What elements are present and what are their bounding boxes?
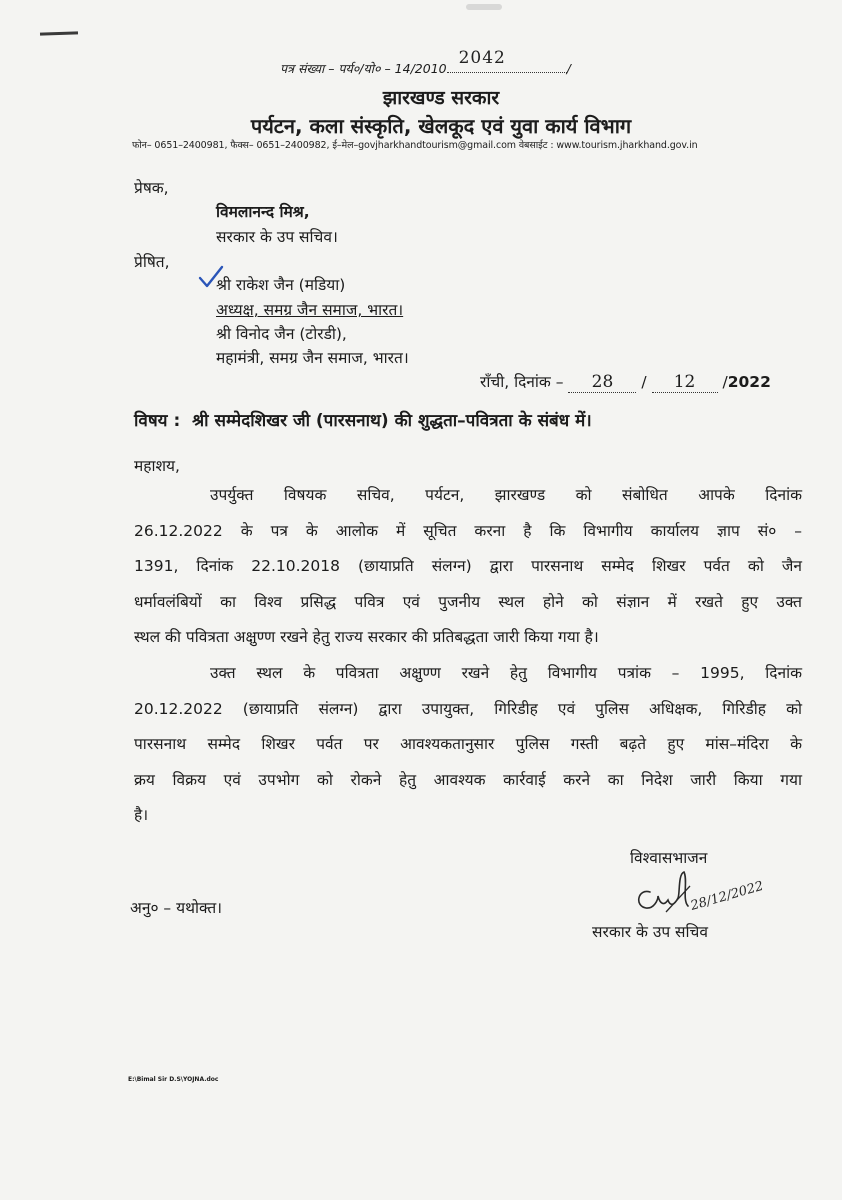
signature-date: 28/12/2022 [688, 878, 766, 914]
contact-details: फोन– 0651–2400981, फैक्स– 0651–2400982, ई–मेल–govjharkhandtourism@gmail.com वेबसाईट : www.tourism.jharkhand.gov.in [132, 140, 698, 151]
pen-mark [40, 31, 78, 35]
date-day: 28 [568, 372, 636, 393]
reference-number-field [447, 48, 567, 73]
subject-text: श्री सम्मेदशिखर जी (पारसनाथ) की शुद्धता–पवित्रता के संबंध में। [192, 411, 592, 431]
paragraph-line: 26.12.2022 के पत्र के आलोक में सूचित करना है कि विभागीय कार्यालय ज्ञाप सं० – [134, 521, 802, 540]
date-separator-2: / [722, 373, 728, 391]
salutation: महाशय, [134, 457, 180, 475]
paragraph-line: 1391, दिनांक 22.10.2018 (छायाप्रति संलग्न) द्वारा पारसनाथ सम्मेद शिखर पर्वत को जैन [134, 557, 802, 575]
scan-smudge [466, 4, 502, 10]
date-year: 2022 [727, 373, 771, 391]
paragraph-line: है। [134, 806, 149, 824]
paragraph-line: क्रय विक्रय एवं उपभोग को रोकने हेतु आवश्यक कार्रवाई करने का निदेश जारी किया गया [134, 770, 802, 789]
reference-number-handwritten: 2042 [458, 48, 506, 68]
paragraph-line: 20.12.2022 (छायाप्रति संलग्न) द्वारा उपायुक्त, गिरिडीह एवं पुलिस अधिक्षक, गिरिडीह को [134, 699, 802, 718]
paragraph-1 [134, 478, 802, 656]
reference-number-line [280, 48, 571, 77]
recipient-line-3: श्री विनोद जैन (टोरडी), [216, 325, 347, 343]
paragraph-line: धर्मावलंबियों का विश्व प्रसिद्ध पवित्र एवं पुजनीय स्थल होने को संज्ञान में रखते हुए उक्त [134, 592, 802, 611]
date-month: 12 [652, 372, 718, 393]
paragraph-line: पारसनाथ सम्मेद शिखर पर्वत पर आवश्यकतानुसार पुलिस गस्ती बढ़ते हुए मांस–मंदिरा के [134, 735, 802, 753]
subject-line [134, 408, 592, 431]
handwritten-signature [628, 866, 768, 926]
recipient-line-1: श्री राकेश जैन (मडिया) [216, 276, 346, 294]
sender-name: विमलानन्द मिश्र, [216, 203, 310, 221]
date-prefix: राँची, दिनांक – [480, 373, 564, 391]
date-line [480, 370, 771, 393]
date-separator-1: / [641, 373, 647, 391]
government-heading: झारखण्ड सरकार [382, 87, 500, 109]
paragraph-line: उक्त स्थल के पवित्रता अक्षुण्ण रखने हेतु विभागीय पत्रांक – 1995, दिनांक [210, 664, 802, 682]
sender-designation: सरकार के उप सचिव। [216, 228, 338, 246]
reference-prefix: पत्र संख्या – पर्य०/यो० – 14/2010 [280, 61, 447, 76]
paragraph-2 [134, 656, 802, 834]
recipient-line-2: अध्यक्ष, समग्र जैन समाज, भारत। [216, 301, 404, 319]
reference-suffix: / [566, 61, 571, 76]
file-path-note: E:\Bimal Sir D.S\YOJNA.doc [128, 1076, 219, 1083]
paragraph-line: उपर्युक्त विषयक सचिव, पर्यटन, झारखण्ड को संबोधित आपके दिनांक [210, 486, 802, 504]
subject-label: विषय : [134, 411, 181, 431]
closing-text: विश्वासभाजन [630, 849, 708, 867]
department-heading: पर्यटन, कला संस्कृति, खेलकूद एवं युवा कार्य विभाग [250, 114, 632, 138]
paragraph-line: स्थल की पवित्रता अक्षुण्ण रखने हेतु राज्य सरकार की प्रतिबद्धता जारी किया गया है। [134, 628, 599, 646]
signer-designation: सरकार के उप सचिव [592, 923, 709, 941]
enclosure-note: अनु० – यथोक्त। [130, 899, 223, 917]
recipient-line-4: महामंत्री, समग्र जैन समाज, भारत। [216, 349, 409, 367]
sender-label: प्रेषक, [134, 179, 169, 197]
recipient-label: प्रेषित, [134, 253, 170, 271]
